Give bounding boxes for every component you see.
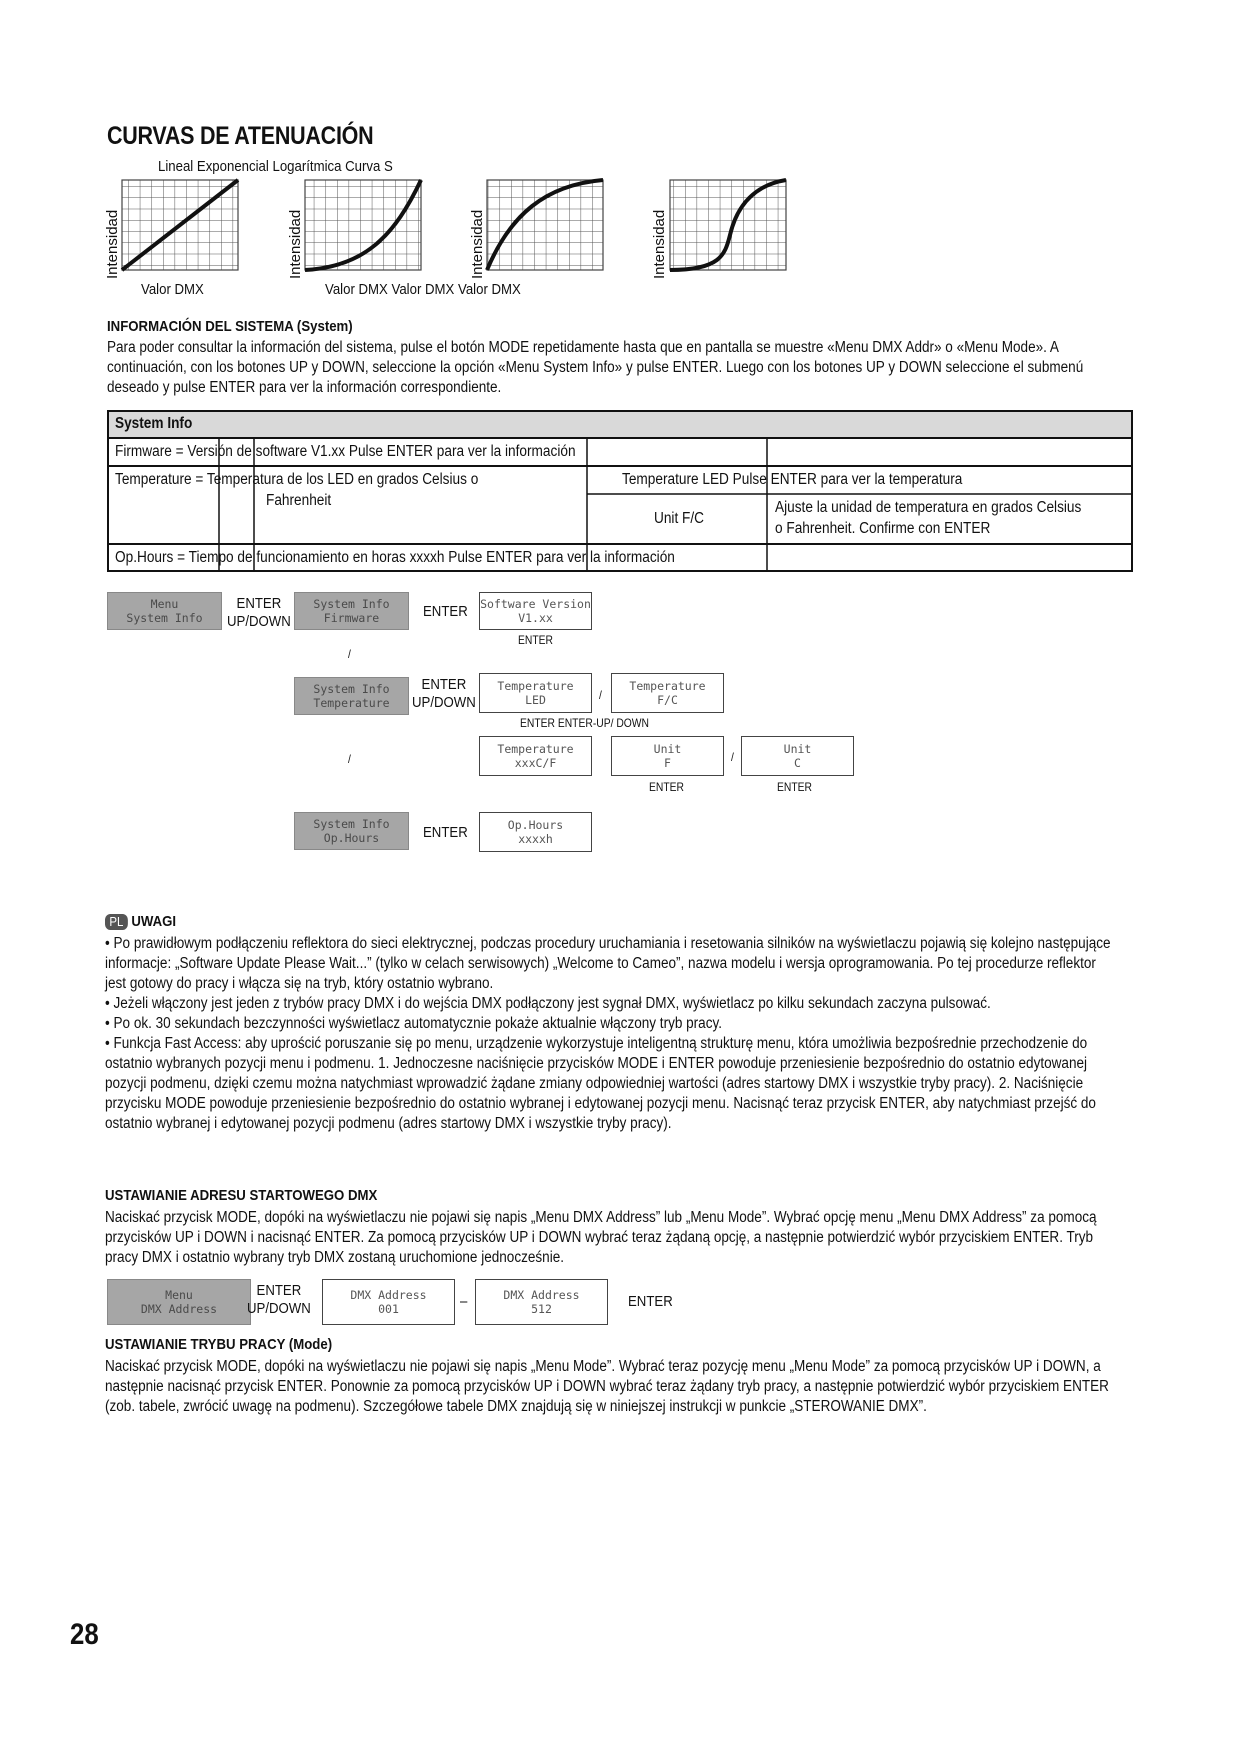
- uwagi-heading: [105, 913, 176, 930]
- slash-4: /: [731, 750, 734, 764]
- lcd-line-2: Temperature: [313, 696, 390, 710]
- updown-text: UP/DOWN: [412, 694, 476, 711]
- lcd-line-2: F/C: [657, 693, 678, 707]
- language-badge: PL: [105, 914, 128, 930]
- page-number: 28: [70, 1618, 99, 1651]
- dash-separator: –: [460, 1293, 468, 1310]
- lcd-line-1: Temperature: [629, 679, 706, 693]
- table-header: System Info: [115, 415, 193, 432]
- dimmer-curves-graphic: [105, 175, 795, 285]
- lcd-line-1: Unit: [653, 742, 682, 756]
- temperature-led-row: Temperature LED Pulse ENTER para ver la temperatura: [622, 471, 963, 488]
- y-axis-label-2: Intensidad: [287, 209, 304, 279]
- list-item: • Jeżeli włączony jest jeden z trybów pracy DMX i do wejścia DMX podłączony jest sygnał DMX, wyświetlacz po kilku sekundach zaczyna pulsować.: [105, 995, 991, 1012]
- list-item: • Po ok. 30 sekundach bezczynności wyświetlacz automatycznie pokaże aktualnie włączony tryb pracy.: [105, 1015, 723, 1032]
- unit-desc-line1: Ajuste la unidad de temperatura en grados Celsius: [775, 499, 1082, 516]
- lcd-line-2: xxxxh: [518, 832, 553, 846]
- lcd-line-2: Firmware: [323, 611, 380, 625]
- label-enter-ophours: ENTER: [423, 824, 468, 841]
- lcd-line-1: Software Version: [480, 597, 591, 611]
- enter-text: ENTER: [256, 1282, 302, 1299]
- lcd-sysinfo-temperature: [294, 677, 409, 715]
- lcd-line-2: Op.Hours: [323, 831, 380, 845]
- y-axis-label-3: Intensidad: [469, 209, 486, 279]
- updown-text: UP/DOWN: [227, 613, 291, 630]
- sysinfo-body: Para poder consultar la información del sistema, pulse el botón MODE repetidamente hasta que en pantalla se muestre «Menu DMX Addr» o «Menu Mode». A continuación, con los botones UP y DOWN, seleccione la opción «Menu System Info» y pulse ENTER. Luego con los botones UP y DOWN seleccione el submenú deseado y pulse ENTER para ver la información correspondiente.: [107, 339, 1084, 396]
- lcd-temperature-xxx: [479, 736, 592, 776]
- lcd-sysinfo-firmware: [294, 592, 409, 630]
- curve-logarithmic: [487, 180, 603, 270]
- lcd-line-1: DMX Address: [503, 1288, 580, 1302]
- lcd-line-1: Temperature: [497, 742, 574, 756]
- mode-body: Naciskać przycisk MODE, dopóki na wyświetlaczu nie pojawi się napis „Menu Mode”. Wybrać teraz pozycję menu „Menu Mode” za pomocą przycisków UP i DOWN, a następnie nacisnąć przycisk ENTER. Ponownie za pomocą przycisków UP i DOWN wybrać teraz żądany tryb pracy, a następnie potwierdzić wybór przyciskiem ENTER (zob. tabele, zwrócić uwagę na podmenu). Szczegółowe tabele DMX znajdują się w niniejszej instrukcji w punkcie „STEROWANIE DMX”.: [105, 1358, 1109, 1415]
- lcd-unit-f: [611, 736, 724, 776]
- label-enter-enter-updown: ENTER ENTER-UP/ DOWN: [520, 716, 649, 730]
- dmx-address-title: USTAWIANIE ADRESU STARTOWEGO DMX: [105, 1187, 378, 1204]
- y-axis-label-1: Intensidad: [104, 209, 121, 279]
- curve-exponential: [305, 180, 421, 270]
- lcd-ophours-xxxxh: [479, 812, 592, 852]
- curve-linear: [122, 180, 238, 270]
- lcd-line-2: C: [794, 756, 801, 770]
- y-axis-label-4: Intensidad: [651, 209, 668, 279]
- x-axis-label-rest: Valor DMX Valor DMX Valor DMX: [325, 281, 521, 298]
- lcd-line-2: LED: [525, 693, 546, 707]
- dmx-address-body: Naciskać przycisk MODE, dopóki na wyświetlaczu nie pojawi się napis „Menu DMX Address” lub „Menu Mode”. Wybrać opcję menu „Menu DMX Address” za pomocą przycisków UP i DOWN i nacisnąć ENTER. Za pomocą przycisków UP i DOWN wybrać teraz żądaną opcję, a następnie potwierdzić wybór przyciskiem ENTER. Tryb pracy DMX i ostatnio wybrany tryb DMX zostaną uruchomione jednocześnie.: [105, 1209, 1097, 1266]
- lcd-line-1: Temperature: [497, 679, 574, 693]
- label-enter-updown-2: [412, 676, 476, 712]
- uwagi-bullets: [105, 934, 1118, 1134]
- enter-text: ENTER: [236, 595, 282, 612]
- label-enter-unit-f: ENTER: [649, 780, 684, 794]
- slash-2: /: [599, 688, 602, 702]
- lcd-menu-dmx-address: [107, 1279, 251, 1325]
- list-item: • Po prawidłowym podłączeniu reflektora do sieci elektrycznej, podczas procedury uruchamiania i resetowania silników na wyświetlaczu pojawią się kolejno następujące informacje: „Software Update Please Wait...” (tylko w celach serwisowych) „Welcome to Cameo”, nazwa modelu i wersja oprogramowania. Po tej procedurze reflektor jest gotowy do pracy i włącza się na tryb, który ostatnio wybrano.: [105, 935, 1111, 992]
- lcd-line-2: xxxC/F: [514, 756, 557, 770]
- x-axis-label-1: Valor DMX: [141, 281, 204, 298]
- table-grid: [107, 410, 1133, 572]
- label-enter-software: ENTER: [518, 633, 553, 647]
- mode-title: USTAWIANIE TRYBU PRACY (Mode): [105, 1336, 333, 1353]
- lcd-line-2: System Info: [126, 611, 203, 625]
- lcd-line-1: Unit: [783, 742, 812, 756]
- lcd-line-1: System Info: [313, 682, 390, 696]
- lcd-temperature-fc: [611, 673, 724, 713]
- lcd-sysinfo-ophours: [294, 812, 409, 850]
- temperature-desc-cont: Fahrenheit: [266, 492, 332, 509]
- label-enter-updown-1: [227, 595, 291, 631]
- curve-s: [670, 180, 786, 270]
- lcd-line-1: Menu: [165, 1288, 193, 1302]
- lcd-unit-c: [741, 736, 854, 776]
- label-enter-updown-dmx: [247, 1282, 311, 1318]
- system-info-table: [107, 410, 1133, 572]
- label-enter-dmx-confirm: ENTER: [628, 1293, 673, 1310]
- lcd-menu-system-info: [107, 592, 222, 630]
- lcd-line-1: Op.Hours: [507, 818, 564, 832]
- slash-3: /: [348, 752, 351, 766]
- uwagi-title: UWAGI: [131, 913, 177, 930]
- lcd-line-1: DMX Address: [350, 1288, 427, 1302]
- label-enter-firmware: ENTER: [423, 603, 468, 620]
- list-item: • Funkcja Fast Access: aby uprościć poruszanie się po menu, urządzenie wykorzystuje inteligentną strukturę menu, która umożliwia bezpośrednie przechodzenie do ostatnio wybranych pozycji menu i podmenu. 1. Jednoczesne naciśnięcie przycisków MODE i ENTER powoduje przeniesienie bezpośrednio do ostatnio edytowanej pozycji podmenu, dzięki czemu można natychmiast wprowadzić żądane zmiany odpowiedniej wartości (adres startowy DMX i wszystkie tryby pracy). 2. Naciśnięcie przycisku MODE powoduje przeniesienie bezpośrednio do ostatnio wybranej i edytowanej pozycji menu. Nacisnąć teraz przycisk ENTER, aby natychmiast przejść do ostatnio wybranej i edytowanej pozycji podmenu (adres startowy DMX i wszystkie tryby pracy).: [105, 1035, 1096, 1132]
- lcd-line-1: Menu: [150, 597, 179, 611]
- curves-header: Lineal Exponencial Logarítmica Curva S: [158, 158, 393, 175]
- lcd-software-version: [479, 592, 592, 630]
- sysinfo-title: INFORMACIÓN DEL SISTEMA (System): [107, 318, 353, 335]
- curves-title: CURVAS DE ATENUACIÓN: [107, 122, 374, 150]
- lcd-dmx-address-001: [322, 1279, 455, 1325]
- label-enter-unit-c: ENTER: [777, 780, 812, 794]
- lcd-line-2: 001: [378, 1302, 399, 1316]
- slash-1: /: [348, 647, 351, 661]
- lcd-line-2: DMX Address: [140, 1302, 218, 1316]
- lcd-line-1: System Info: [313, 817, 390, 831]
- lcd-dmx-address-512: [475, 1279, 608, 1325]
- enter-text: ENTER: [421, 676, 467, 693]
- temperature-desc: Temperature = Temperatura de los LED en grados Celsius o: [115, 471, 479, 488]
- lcd-line-2: V1.xx: [518, 611, 553, 625]
- updown-text: UP/DOWN: [247, 1300, 311, 1317]
- lcd-line-1: System Info: [313, 597, 390, 611]
- lcd-line-2: 512: [531, 1302, 552, 1316]
- ophours-row: Op.Hours = Tiempo de funcionamiento en horas xxxxh Pulse ENTER para ver la información: [115, 549, 675, 566]
- lcd-temperature-led: [479, 673, 592, 713]
- unit-desc-line2: o Fahrenheit. Confirme con ENTER: [775, 520, 991, 537]
- firmware-row: Firmware = Versión de software V1.xx Pulse ENTER para ver la información: [115, 443, 576, 460]
- unit-label: Unit F/C: [654, 510, 705, 527]
- lcd-line-2: F: [664, 756, 671, 770]
